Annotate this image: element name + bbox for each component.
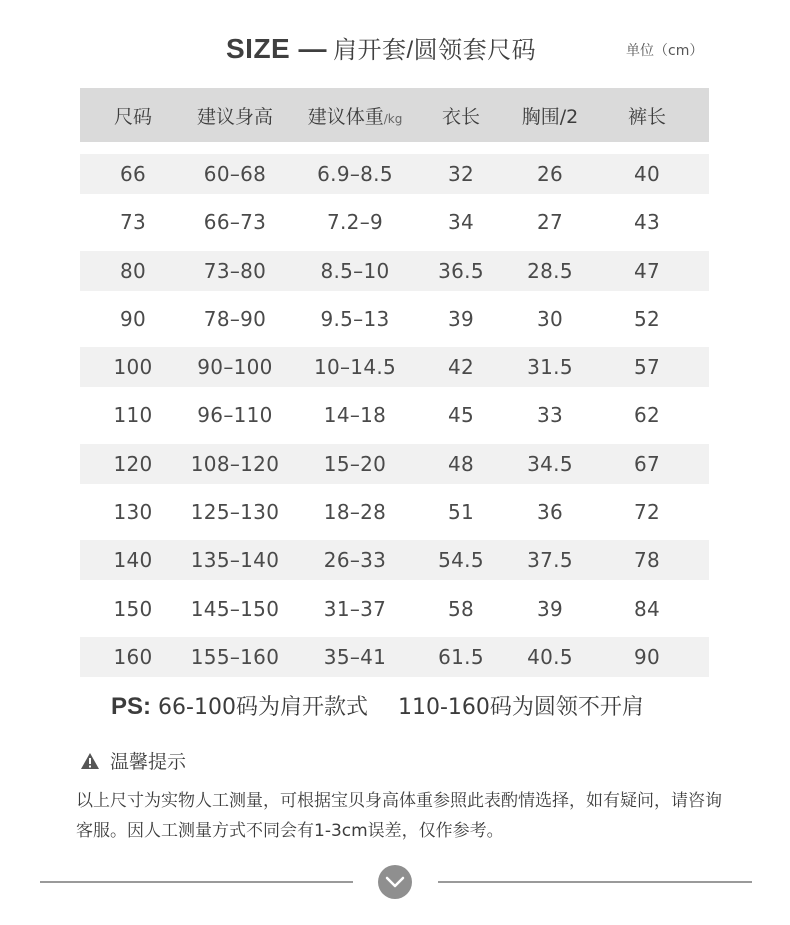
cell-height: 78–90 <box>203 306 267 331</box>
cell-pants: 78 <box>633 548 661 573</box>
cell-pants: 84 <box>633 596 661 621</box>
cell-weight: 18–28 <box>323 500 387 525</box>
cell-pants: 67 <box>633 451 661 476</box>
cell-pants: 52 <box>633 306 661 331</box>
table-row <box>80 154 709 194</box>
cell-length: 48 <box>447 451 475 476</box>
title-size: SIZE — <box>226 33 328 64</box>
table-row <box>80 395 709 435</box>
cell-height: 135–140 <box>190 548 280 573</box>
cell-height: 66–73 <box>203 210 267 235</box>
tips-header <box>80 747 186 774</box>
ps-part-2: 110-160码为圆领不开肩 <box>397 695 644 720</box>
cell-size: 100 <box>113 355 153 380</box>
page-header <box>0 28 790 68</box>
divider-left <box>40 881 353 883</box>
cell-length: 61.5 <box>438 644 484 669</box>
cell-length: 36.5 <box>438 258 484 283</box>
cell-pants: 47 <box>633 258 661 283</box>
title-subtitle: 肩开套/圆领套尺码 <box>333 37 537 64</box>
table-header <box>80 88 709 142</box>
cell-length: 39 <box>447 306 475 331</box>
cell-length: 42 <box>447 355 475 380</box>
warning-icon <box>80 752 100 770</box>
table-row <box>80 492 709 532</box>
table-row <box>80 540 709 580</box>
cell-weight: 6.9–8.5 <box>317 162 393 186</box>
cell-pants: 62 <box>633 403 661 428</box>
cell-size: 130 <box>113 500 153 525</box>
unit-note: 单位（cm） <box>626 43 704 59</box>
divider-right <box>438 881 752 883</box>
header-weight-unit: /kg <box>383 111 403 126</box>
header-weight-label: 建议体重 <box>307 105 384 128</box>
cell-chest: 27 <box>536 210 564 235</box>
cell-length: 51 <box>447 500 475 525</box>
table-row <box>80 637 709 677</box>
cell-size: 160 <box>113 644 153 669</box>
cell-chest: 36 <box>536 500 564 525</box>
ps-label: PS: <box>111 693 152 720</box>
cell-chest: 40.5 <box>527 644 573 669</box>
cell-height: 108–120 <box>190 451 280 476</box>
ps-note <box>111 690 644 721</box>
cell-size: 140 <box>113 548 153 573</box>
cell-pants: 57 <box>633 355 661 380</box>
table-body <box>80 154 709 677</box>
table-row <box>80 444 709 484</box>
cell-weight: 8.5–10 <box>320 258 390 283</box>
cell-chest: 30 <box>536 306 564 331</box>
table-row <box>80 347 709 387</box>
header-length: 衣长 <box>441 105 480 128</box>
cell-size: 73 <box>119 210 147 235</box>
cell-chest: 34.5 <box>527 451 573 476</box>
cell-length: 54.5 <box>438 548 484 573</box>
cell-length: 34 <box>447 210 475 235</box>
cell-height: 90–100 <box>197 355 273 380</box>
header-size: 尺码 <box>113 105 152 128</box>
cell-weight: 26–33 <box>323 548 387 573</box>
table-row <box>80 299 709 339</box>
cell-weight: 7.2–9 <box>326 210 384 235</box>
cell-weight: 31–37 <box>323 596 387 621</box>
header-height: 建议身高 <box>196 105 273 128</box>
cell-height: 60–68 <box>203 162 267 186</box>
header-chest: 胸围/2 <box>521 105 579 128</box>
cell-chest: 31.5 <box>527 355 573 380</box>
table-row <box>80 589 709 629</box>
cell-chest: 39 <box>536 596 564 621</box>
cell-size: 80 <box>119 258 147 283</box>
cell-height: 73–80 <box>203 258 267 283</box>
cell-weight: 10–14.5 <box>313 355 397 380</box>
cell-height: 125–130 <box>190 500 280 525</box>
tips-body: 以上尺寸为实物人工测量，可根据宝贝身高体重参照此表酌情选择，如有疑问，请咨询客服。因人工测量方式不同会有1-3cm误差，仅作参考。 <box>76 791 722 841</box>
cell-chest: 37.5 <box>527 548 573 573</box>
cell-pants: 90 <box>633 644 661 669</box>
ps-part-1: 66-100码为肩开款式 <box>158 695 368 720</box>
page-title <box>226 30 536 65</box>
size-table <box>80 88 709 685</box>
cell-pants: 43 <box>633 210 661 235</box>
cell-pants: 40 <box>633 162 661 186</box>
cell-height: 96–110 <box>197 403 273 428</box>
cell-length: 32 <box>447 162 475 186</box>
table-row <box>80 251 709 291</box>
chevron-down-icon[interactable] <box>378 865 412 899</box>
cell-chest: 26 <box>536 162 564 186</box>
cell-size: 90 <box>119 306 147 331</box>
cell-weight: 9.5–13 <box>320 306 390 331</box>
cell-height: 155–160 <box>190 644 280 669</box>
cell-weight: 35–41 <box>323 644 387 669</box>
header-weight <box>284 102 426 129</box>
cell-size: 66 <box>119 162 147 186</box>
cell-chest: 28.5 <box>527 258 573 283</box>
cell-weight: 15–20 <box>323 451 387 476</box>
cell-size: 110 <box>113 403 153 428</box>
header-pants: 裤长 <box>627 105 666 128</box>
tips-title: 温馨提示 <box>110 751 187 773</box>
cell-height: 145–150 <box>190 596 280 621</box>
cell-weight: 14–18 <box>323 403 387 428</box>
cell-length: 45 <box>447 403 475 428</box>
cell-size: 120 <box>113 451 153 476</box>
cell-size: 150 <box>113 596 153 621</box>
table-row <box>80 202 709 242</box>
cell-pants: 72 <box>633 500 661 525</box>
cell-length: 58 <box>447 596 475 621</box>
cell-chest: 33 <box>536 403 564 428</box>
